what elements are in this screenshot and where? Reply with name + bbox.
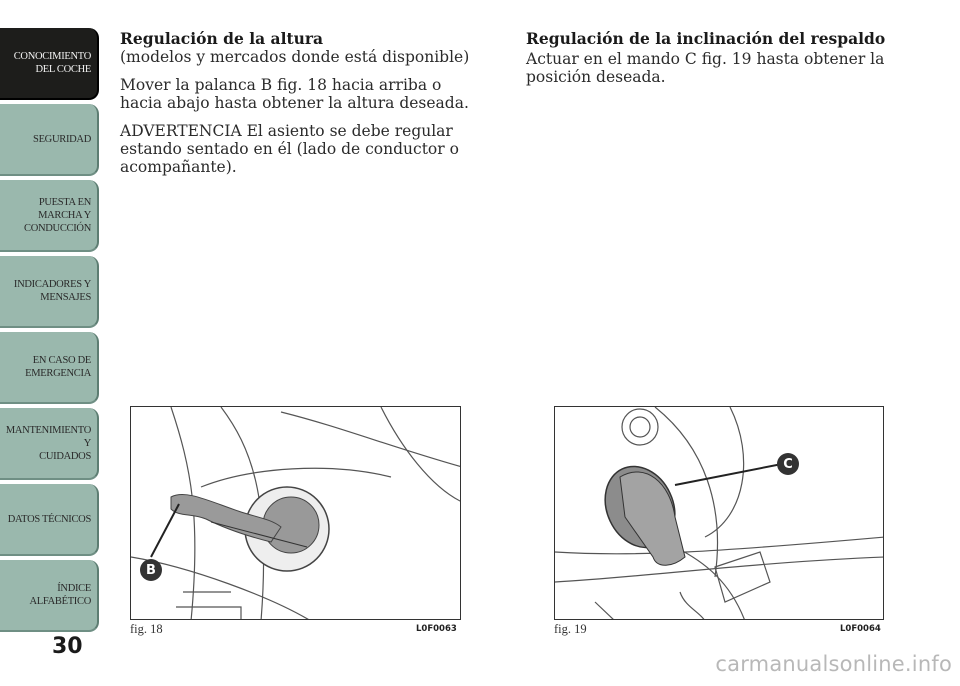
warning-paragraph: ADVERTENCIA El asiento se debe regular estando sentado en él (lado de conductor o acompañante). [120, 122, 459, 176]
tab-conocimiento-del-coche[interactable] [0, 28, 99, 100]
watermark: carmanualsonline.info [715, 652, 952, 676]
tab-label: MANTENIMIENTO Y CUIDADOS [5, 424, 91, 462]
figure-18 [130, 406, 461, 620]
callout-letter: C [783, 456, 793, 472]
tab-datos-tecnicos[interactable] [0, 484, 99, 556]
backrest-recline-knob-illustration [555, 407, 884, 620]
tab-label: CONOCIMIENTO DEL COCHE [13, 51, 91, 75]
tab-label: DATOS TÉCNICOS [7, 513, 91, 525]
figure-19 [554, 406, 884, 620]
tab-label: ÍNDICE ALFABÉTICO [29, 583, 91, 607]
figure-19-caption: fig. 19 [554, 622, 587, 636]
tab-seguridad[interactable] [0, 104, 99, 176]
tab-indice-alfabetico[interactable] [0, 560, 99, 632]
seat-height-lever-illustration [131, 407, 461, 620]
figure-18-caption: fig. 18 [130, 622, 163, 636]
instruction-paragraph: Mover la palanca B fig. 18 hacia arriba o hacia abajo hasta obtener la altura deseada. [120, 76, 469, 112]
section-heading-respaldo: Regulación de la inclinación del respaldo [526, 29, 886, 48]
figure-19-code: L0F0064 [840, 624, 881, 634]
page-number: 30 [52, 634, 83, 659]
instruction-paragraph: Actuar en el mando C fig. 19 hasta obtener la posición deseada. [526, 50, 885, 86]
left-column [120, 30, 480, 176]
section-heading-altura: Regulación de la altura [120, 29, 324, 48]
tab-label: EN CASO DE EMERGENCIA [25, 355, 91, 379]
tab-label: SEGURIDAD [33, 133, 91, 145]
tab-label: PUESTA EN MARCHA Y CONDUCCIÓN [23, 196, 91, 234]
figure-18-code: L0F0063 [416, 624, 457, 634]
tab-mantenimiento[interactable] [0, 408, 99, 480]
section-subheading: (modelos y mercados donde está disponible) [120, 48, 470, 66]
tab-emergencia[interactable] [0, 332, 99, 404]
tab-label: INDICADORES Y MENSAJES [13, 279, 91, 303]
right-column [526, 30, 886, 86]
callout-b [140, 559, 162, 581]
tab-indicadores[interactable] [0, 256, 99, 328]
callout-letter: B [146, 562, 156, 578]
callout-c [777, 453, 799, 475]
tab-puesta-en-marcha[interactable] [0, 180, 99, 252]
